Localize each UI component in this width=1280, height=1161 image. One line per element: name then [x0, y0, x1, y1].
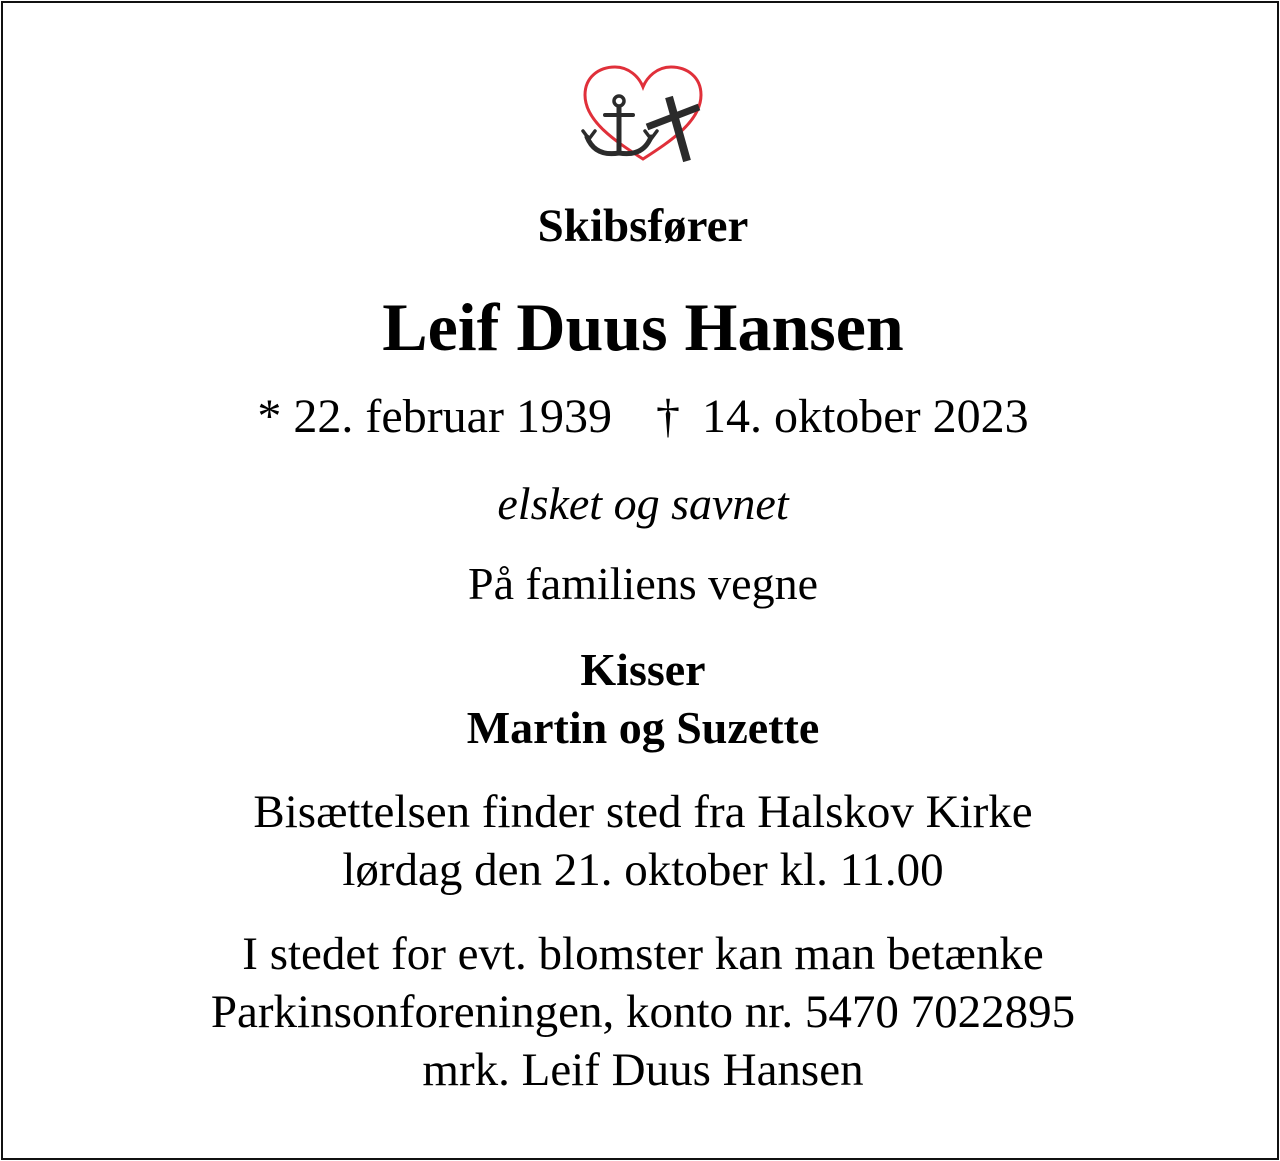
signature-line: Kisser: [580, 644, 706, 695]
death-date: 14. oktober 2023: [701, 390, 1029, 443]
funeral-info-line: lørdag den 21. oktober kl. 11.00: [342, 844, 944, 896]
on-behalf-text: På familiens vegne: [467, 558, 818, 609]
occupation-title: Skibsfører: [537, 200, 749, 252]
birth-symbol: *: [257, 390, 282, 443]
donation-info-line: I stedet for evt. blomster kan man betænke: [242, 928, 1044, 980]
donation-info-line: mrk. Leif Duus Hansen: [422, 1044, 864, 1096]
life-dates: [3, 390, 1280, 443]
anchor-icon: [583, 96, 657, 154]
funeral-info-line: Bisættelsen finder sted fra Halskov Kirke: [253, 786, 1033, 838]
donation-info-line: Parkinsonforeningen, konto nr. 5470 7022895: [210, 986, 1076, 1038]
birth-date: 22. februar 1939: [293, 390, 612, 443]
deceased-name: Leif Duus Hansen: [382, 289, 904, 365]
tagline: elsket og savnet: [497, 478, 789, 529]
signature-line: Martin og Suzette: [466, 702, 820, 753]
obituary-notice: [1, 1, 1279, 1160]
heart-anchor-cross-icon: [575, 61, 711, 169]
death-symbol: †: [655, 390, 680, 443]
